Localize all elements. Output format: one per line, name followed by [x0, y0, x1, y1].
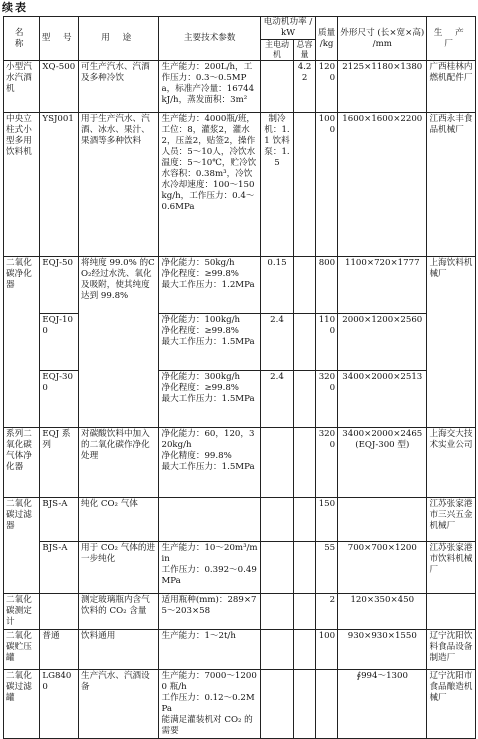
table-row: [4, 113, 476, 257]
table-body: [4, 61, 476, 739]
cell-use: 生产汽水、汽酒设备: [78, 670, 159, 739]
cell-factory: 江西永丰食品机械厂: [427, 113, 476, 257]
cell-mass: 100: [316, 630, 338, 670]
param-line: 生产能力：200L/h，工作压力：0.3～0.5MPa，标准产冷量：16744kJ/h，蒸发面积：3m²: [161, 62, 255, 106]
cell-power-main: 2.4: [260, 371, 293, 428]
cell-name: 二氧化碳净化器: [4, 257, 40, 428]
cell-power-main: [260, 630, 293, 670]
cell-factory: 上海交大技术实业公司: [427, 428, 476, 498]
cell-mass: 800: [316, 257, 338, 314]
cell-mass: 2: [316, 594, 338, 630]
cell-factory: 广西桂林内燃机配件厂: [427, 61, 476, 113]
param-line: 净化能力：300kg/h: [161, 372, 240, 383]
continued-label: 续表: [2, 1, 28, 14]
cell-params: [159, 61, 260, 113]
cell-power-total: [294, 113, 316, 257]
cell-mass: 1000: [316, 113, 338, 257]
table-row: [4, 670, 476, 739]
cell-dims: ∮994～1300: [338, 670, 427, 739]
cell-use: 对碳酸饮料中加入的二氧化碳作净化处理: [78, 428, 159, 498]
cell-mass: 1100: [316, 314, 338, 371]
cell-params: [159, 594, 260, 630]
cell-use: 饮料通用: [78, 630, 159, 670]
cell-name: 中央立柱式小型多用饮料机: [4, 113, 40, 257]
header-name: 名 称: [4, 17, 40, 61]
header-model: 型 号: [40, 17, 79, 61]
cell-model: EQJ 系列: [40, 428, 79, 498]
cell-factory: 辽宁沈阳市食品酿造机械厂: [427, 670, 476, 739]
cell-power-main: 2.4: [260, 314, 293, 371]
cell-mass: 55: [316, 542, 338, 594]
cell-use: 将纯度 99.0% 的CO₂经过水洗、氧化及吸附，使其纯度达到 99.8%: [78, 257, 159, 428]
cell-use: 测定玻璃瓶内含气饮料的 CO₂ 含量: [78, 594, 159, 630]
param-line: 适用瓶种(mm)：289×75～203×58: [161, 595, 257, 617]
cell-use: 用于 CO₂ 气体的进一步纯化: [78, 542, 159, 594]
cell-model: EQJ-100: [40, 314, 79, 371]
cell-name: 二氧化碳测定计: [4, 594, 40, 630]
cell-power-main: [260, 498, 293, 542]
cell-power-main: [260, 594, 293, 630]
param-line: 净化能力：60，120，320kg/h: [161, 429, 255, 451]
cell-power-main: 制冷机：1.1 饮料泵：1.5: [260, 113, 293, 257]
header-use: 用 途: [78, 17, 159, 61]
table-row: [4, 257, 476, 314]
cell-power-total: [294, 670, 316, 739]
table-row: [4, 314, 476, 371]
equipment-spec-table: [3, 16, 476, 739]
cell-dims: 2000×1200×2560: [338, 314, 427, 371]
cell-power-total: [294, 257, 316, 314]
cell-power-main: 0.15: [260, 257, 293, 314]
header-power-total: 总容量: [294, 40, 316, 61]
cell-factory: 江苏张家港市三兴五金机械厂: [427, 498, 476, 542]
cell-params: [159, 314, 260, 371]
header-mass: 质量 /kg: [316, 17, 338, 61]
header-params: 主要技术参数: [159, 17, 260, 61]
param-line: 工作压力：0.392～0.49MPa: [161, 565, 257, 587]
cell-dims: 1100×720×1777: [338, 257, 427, 314]
header-dims: 外形尺寸 (长×宽×高) /mm: [338, 17, 427, 61]
cell-name: 二氧化碳贮压罐: [4, 630, 40, 670]
param-line: 净化能力：50kg/h: [161, 258, 235, 269]
cell-params: [159, 113, 260, 257]
header-power-main: 主电动机: [260, 40, 293, 61]
cell-model: EQJ-50: [40, 257, 79, 314]
cell-dims: 700×700×1200: [338, 542, 427, 594]
cell-params: [159, 630, 260, 670]
table-row: [4, 371, 476, 428]
param-line: 生产能力：4000瓶/班，工位：8，灌浆2，灌水2，压盖2，贴签2，操作人员：5～10人，冷饮水温度：5～10℃，贮冷饮水容积：0.38m³，冷饮水冷却速度：100～150kg/h，工作压力：0.4～0.6MPa: [161, 114, 257, 213]
cell-dims: 120×350×450: [338, 594, 427, 630]
cell-model: LG8400: [40, 670, 79, 739]
cell-dims: 2125×1180×1380: [338, 61, 427, 113]
param-line: 能满足灌装机对 CO₂ 的需要: [161, 715, 253, 737]
cell-use: 用于生产汽水、汽酒、冰水、果汁、果酒等多种饮料: [78, 113, 159, 257]
cell-dims: [338, 498, 427, 542]
cell-name: 二氧化碳过滤罐: [4, 670, 40, 739]
cell-power-total: [294, 542, 316, 594]
cell-power-main: [260, 542, 293, 594]
cell-power-total: 4.22: [294, 61, 316, 113]
param-line: 最大工作压力：1.2MPa: [161, 280, 255, 291]
cell-params: [159, 542, 260, 594]
param-line: 净化程度：≥99.8%: [161, 326, 239, 337]
cell-mass: 150: [316, 498, 338, 542]
cell-power-main: [260, 670, 293, 739]
table-header: [4, 17, 476, 61]
table-row: [4, 428, 476, 498]
cell-power-total: [294, 371, 316, 428]
cell-name: 小型汽水汽酒机: [4, 61, 40, 113]
cell-mass: 3200: [316, 428, 338, 498]
cell-model: EQJ-300: [40, 371, 79, 428]
cell-mass: 1200: [316, 61, 338, 113]
table-row: [4, 630, 476, 670]
cell-params: [159, 257, 260, 314]
cell-use: 可生产汽水、汽酒及多种冷饮: [78, 61, 159, 113]
header-power-group: 电动机功率 /kW: [260, 17, 315, 40]
param-line: 净化程度：≥99.8%: [161, 269, 239, 280]
header-factory: 生 产 厂: [427, 17, 476, 61]
param-line: 生产能力：1～2t/h: [161, 631, 236, 642]
table-row: [4, 594, 476, 630]
cell-params: [159, 670, 260, 739]
cell-model: YSJ001: [40, 113, 79, 257]
cell-name: 二氧化碳过滤器: [4, 498, 40, 594]
param-line: 最大工作压力：1.5MPa: [161, 462, 255, 473]
cell-power-total: [294, 498, 316, 542]
param-line: 生产能力：10～20m³/min: [161, 543, 258, 565]
param-line: 净化程度：≥99.8%: [161, 383, 239, 394]
cell-factory: [427, 594, 476, 630]
cell-params: [159, 428, 260, 498]
cell-dims: 3400×2000×2513: [338, 371, 427, 428]
cell-factory: 江苏张家港市饮料机械厂: [427, 542, 476, 594]
cell-model: XQ-500: [40, 61, 79, 113]
param-line: 净化能力：100kg/h: [161, 315, 240, 326]
cell-dims: 3400×2000×2465 (EQJ-300 型): [338, 428, 427, 498]
cell-power-main: [260, 428, 293, 498]
param-line: 生产能力：7000～12000 瓶/h: [161, 671, 257, 693]
cell-factory: 辽宁沈阳饮料食品设备制造厂: [427, 630, 476, 670]
cell-params: [159, 498, 260, 542]
cell-mass: [316, 670, 338, 739]
param-line: 净化精度：99.8%: [161, 451, 232, 462]
cell-dims: 1600×1600×2200: [338, 113, 427, 257]
cell-power-total: [294, 428, 316, 498]
table-row: [4, 498, 476, 542]
table-row: [4, 61, 476, 113]
cell-power-main: [260, 61, 293, 113]
cell-model: BJS-A: [40, 498, 79, 542]
cell-power-total: [294, 314, 316, 371]
cell-mass: 3200: [316, 371, 338, 428]
cell-power-total: [294, 630, 316, 670]
param-line: 最大工作压力：1.5MPa: [161, 337, 255, 348]
cell-model: [40, 594, 79, 630]
table-row: [4, 542, 476, 594]
cell-factory: 上海饮料机械厂: [427, 257, 476, 428]
cell-params: [159, 371, 260, 428]
cell-use: 纯化 CO₂ 气体: [78, 498, 159, 542]
cell-model: 普通: [40, 630, 79, 670]
cell-dims: 930×930×1550: [338, 630, 427, 670]
cell-model: BJS-A: [40, 542, 79, 594]
param-line: 工作压力：0.12～0.2MPa: [161, 693, 255, 715]
cell-name: 系列二氧化碳气体净化器: [4, 428, 40, 498]
param-line: 最大工作压力：1.5MPa: [161, 394, 255, 405]
cell-power-total: [294, 594, 316, 630]
